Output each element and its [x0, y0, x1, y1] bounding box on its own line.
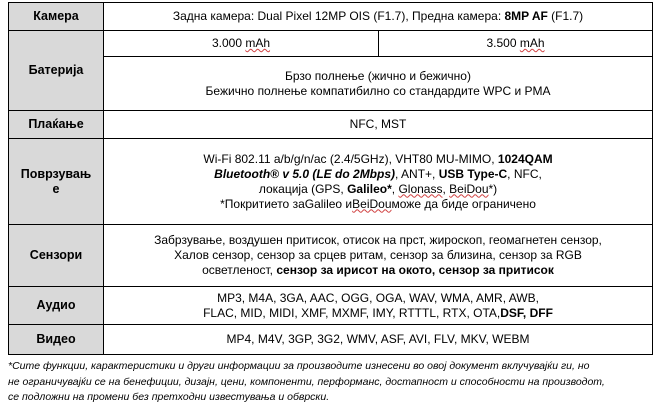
audio-formats-text: FLAC, MID, MIDI, XMF, MXMF, IMY, RTTTL, RTX, OTA,: [203, 305, 501, 320]
sensors-label: Сензори: [9, 225, 104, 287]
footnote: [8, 359, 656, 406]
coverage-end-text: може да биде ограничено: [391, 196, 536, 211]
battery-line-1: Брзо полнење (жично и бежично): [285, 68, 471, 83]
table-row: [9, 31, 653, 57]
audio-value: [104, 287, 653, 325]
sensors-line-2: Халов сензор, сензор за срцев ритам, сензор за близина, сензор за RGB: [174, 248, 582, 262]
battery-line-2: Бежично полнење компатибилно со стандардите WPC и PMA: [205, 83, 551, 98]
spec-table: [8, 2, 653, 355]
beidou-text: BeiDou: [449, 181, 489, 196]
glonass-text: Glonass: [398, 181, 443, 196]
battery-cap1-num: 3.000: [211, 36, 246, 50]
location-text: локација (GPS,: [258, 181, 348, 196]
footnote-line-3: се подложни на промени без претходни известувања и обврски.: [8, 391, 330, 403]
audio-label: Аудио: [9, 287, 104, 325]
table-row: [9, 3, 653, 31]
footnote-line-1: *Сите функции, карактеристики и други информации за производите изнесени во овој документ вклучувајќи ги, но: [8, 360, 590, 372]
bluetooth-text: Bluetooth® v 5.0 (LE do 2Mbps): [214, 166, 396, 181]
table-row: [9, 139, 653, 225]
battery-cap2-num: 3.500: [486, 36, 520, 50]
sep-text: ,: [391, 181, 399, 196]
battery-cap1-unit: mAh: [245, 36, 271, 50]
camera-text-a: Задна камера: Dual Pixel 12MP OIS (F1.7), Предна камера:: [172, 9, 505, 23]
camera-label: Камера: [9, 3, 104, 31]
camera-text-c: (F1.7): [547, 9, 584, 23]
connectivity-line-1: [108, 152, 648, 167]
camera-value: [104, 3, 653, 31]
beidou-note-text: BeiDou: [352, 196, 392, 211]
video-value: MP4, M4V, 3GP, 3G2, WMV, ASF, AVI, FLV, MKV, WEBM: [104, 325, 653, 355]
table-row: [9, 225, 653, 287]
payment-value: NFC, MST: [104, 111, 653, 139]
battery-label: Батерија: [9, 31, 104, 111]
table-row: [9, 325, 653, 355]
qam-text: 1024QAM: [497, 151, 553, 166]
camera-text-b: 8MP AF: [504, 9, 548, 23]
connectivity-line-4: [108, 197, 648, 212]
connectivity-label: Поврзувањ е: [9, 139, 104, 225]
galileo-text: Galileo*: [347, 181, 392, 196]
connectivity-line-3: [108, 182, 648, 197]
coverage-text: *Покритието заGalileo и: [220, 196, 353, 211]
footnote-line-2: не ограничувајќи се на бенефиции, дизајн, цени, компоненти, перформанс, достапност и способности на производот,: [8, 375, 605, 388]
battery-capacity-2: [379, 31, 653, 57]
audio-dsd-text: DSF, DFF: [500, 305, 553, 320]
audio-line-1: MP3, M4A, 3GA, AAC, OGG, OGA, WAV, WMA, AMR, AWB,: [217, 290, 539, 305]
battery-capacity-1: [104, 31, 379, 57]
table-row: [9, 57, 653, 111]
sensors-line-3: [108, 263, 648, 278]
sensors-value: [104, 225, 653, 287]
brightness-text: осветленост,: [202, 263, 277, 277]
sep-text: ,: [442, 181, 450, 196]
connectivity-value: [104, 139, 653, 225]
battery-cap2-unit: mAh: [519, 36, 545, 50]
usb-text: USB Type-C: [438, 166, 508, 181]
battery-charging: [104, 57, 653, 111]
nfc-text: , NFC,: [507, 166, 542, 181]
table-row: [9, 287, 653, 325]
table-row: [9, 111, 653, 139]
ant-text: , ANT+,: [395, 166, 439, 181]
close-text: *): [488, 181, 498, 196]
audio-line-2: [108, 306, 648, 321]
video-label: Видео: [9, 325, 104, 355]
iris-text: сензор за ирисот на окото, сензор за притисок: [276, 263, 554, 277]
sensors-line-1: Забрзување, воздушен притисок, отисок на прст, жироскоп, геомагнетен сензор,: [154, 233, 602, 247]
payment-label: Плаќање: [9, 111, 104, 139]
connectivity-line-2: [108, 167, 648, 182]
wifi-text: Wi-Fi 802.11 a/b/g/n/ac (2.4/5GHz), VHT80 MU-MIMO,: [203, 151, 498, 166]
